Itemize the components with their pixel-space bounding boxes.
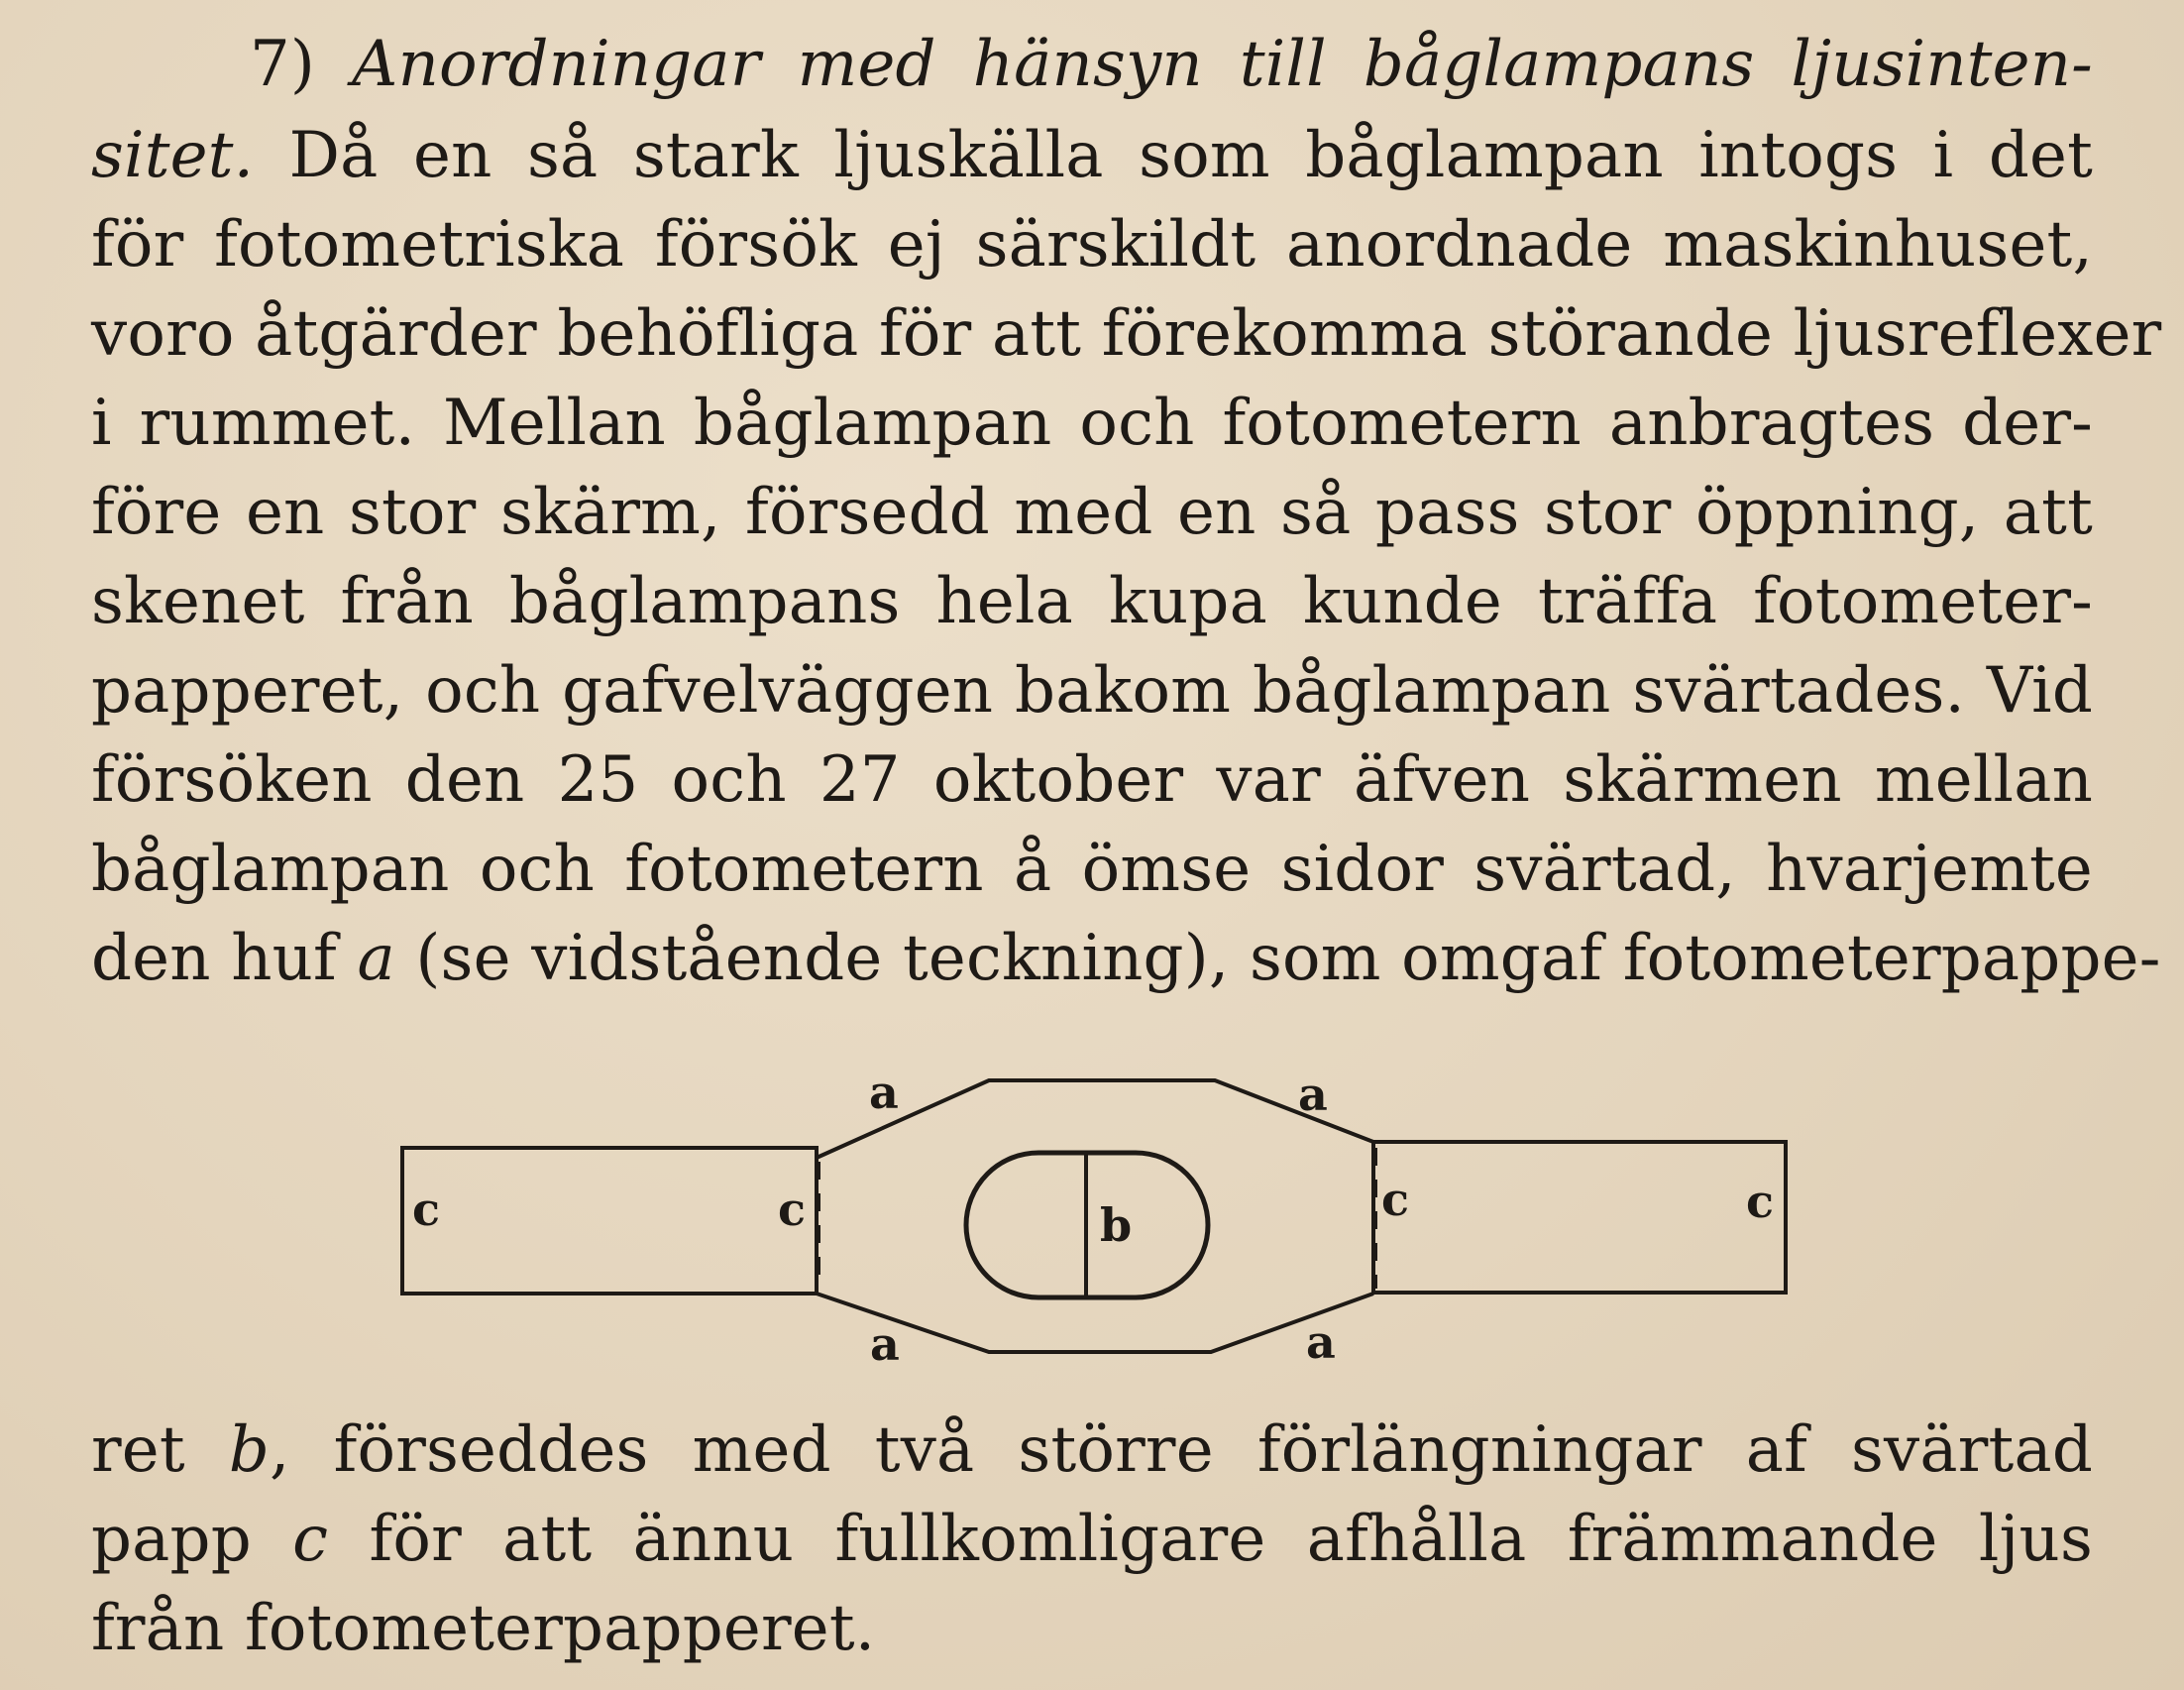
left-extension-c	[402, 1148, 817, 1294]
text-run: papperet, och gafvelväggen bakom båglampan svärtades. Vid	[91, 654, 2093, 728]
text-run: före en stor skärm, försedd med en så pass stor öppning, att	[91, 476, 2093, 549]
text-line	[91, 646, 2093, 735]
italic-text: Anordningar med hänsyn till båglampans ljusinten-	[352, 28, 2093, 101]
italic-text: c	[292, 1503, 329, 1576]
text-line	[91, 557, 2093, 646]
text-line	[91, 914, 2161, 1003]
text-run: i rummet. Mellan båglampan och fotometern anbragtes der-	[91, 387, 2093, 460]
text-line	[91, 111, 2093, 200]
label-b: b	[1100, 1198, 1133, 1252]
label-c-inner-left: c	[778, 1183, 807, 1236]
text-line	[250, 20, 2093, 109]
hood-a-bottom-outline	[817, 1294, 1373, 1352]
text-line	[91, 200, 2093, 289]
label-a-top-left: a	[869, 1066, 899, 1119]
label-a-top-right: a	[1298, 1068, 1328, 1121]
label-a-bottom-right: a	[1306, 1315, 1336, 1369]
label-c-far-right: c	[1746, 1175, 1775, 1228]
text-line	[91, 1495, 2093, 1584]
text-run: försöken den 25 och 27 oktober var äfven skärmen mellan	[91, 743, 2093, 817]
text-line	[91, 1584, 2093, 1673]
text-run: voro åtgärder behöfliga för att förekomma störande ljusreflexer	[91, 297, 2162, 371]
italic-text: a	[357, 922, 395, 995]
text-run: , förseddes med två större förlängningar af svärtad	[270, 1413, 2093, 1487]
text-line	[91, 1406, 2093, 1495]
label-c-far-left: c	[412, 1183, 441, 1236]
text-run: papp	[91, 1503, 293, 1576]
text-run: för att ännu fullkomligare afhålla främmande ljus	[328, 1503, 2094, 1576]
label-c-inner-right: c	[1381, 1173, 1410, 1226]
text-run: skenet från båglampans hela kupa kunde träffa fotometer-	[91, 565, 2093, 638]
text-line	[91, 289, 2162, 379]
right-extension-c	[1373, 1142, 1786, 1293]
text-run: båglampan och fotometern å ömse sidor svärtad, hvarjemte	[91, 833, 2093, 906]
text-line	[91, 379, 2093, 468]
text-run: 7)	[250, 28, 353, 101]
text-run: den huf	[91, 922, 358, 995]
photometer-paper-b	[966, 1153, 1208, 1297]
text-run: för fotometriska försök ej särskildt anordnade maskinhuset,	[91, 208, 2093, 282]
text-run: ret	[91, 1413, 229, 1487]
hood-a-top-outline	[817, 1080, 1373, 1158]
text-line	[91, 825, 2093, 914]
text-run: från fotometerpapperet.	[91, 1592, 876, 1665]
text-line	[91, 468, 2093, 557]
italic-text: sitet.	[91, 119, 255, 192]
text-run: (se vidstående teckning), som omgaf fotometerpappe-	[394, 922, 2161, 995]
italic-text: b	[228, 1413, 270, 1487]
text-line	[91, 735, 2093, 825]
label-a-bottom-left: a	[870, 1317, 900, 1371]
text-run: Då en så stark ljuskälla som båglampan intogs i det	[254, 119, 2093, 192]
